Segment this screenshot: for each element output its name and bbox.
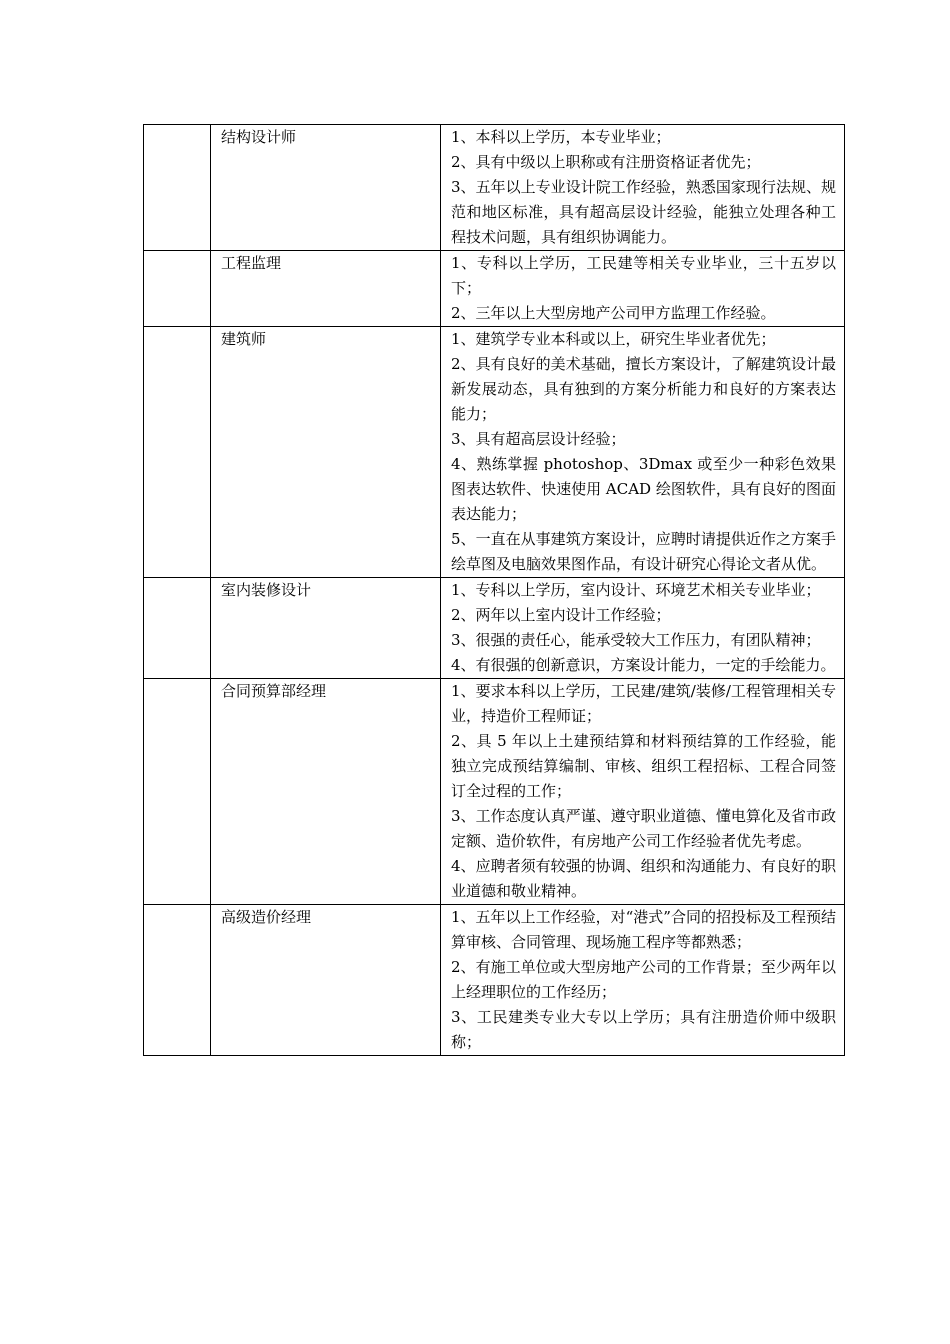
position-title: 高级造价经理	[221, 908, 312, 926]
requirement-item: 4、应聘者须有较强的协调、组织和沟通能力、有良好的职业道德和敬业精神。	[451, 857, 836, 900]
blank-cell	[144, 679, 211, 905]
requirements-list	[441, 125, 844, 250]
requirement-item: 1、本科以上学历，本专业毕业；	[451, 128, 671, 146]
requirements-list	[441, 679, 844, 904]
table-row	[144, 125, 845, 251]
requirements-cell	[441, 679, 845, 905]
position-cell	[211, 578, 441, 679]
position-title: 合同预算部经理	[221, 682, 327, 700]
position-title: 室内装修设计	[221, 581, 312, 599]
requirement-item: 1、五年以上工作经验，对“港式”合同的招投标及工程预结算审核、合同管理、现场施工程序等都熟悉；	[451, 908, 836, 951]
blank-cell	[144, 905, 211, 1056]
blank-cell	[144, 251, 211, 327]
requirements-list	[441, 251, 844, 326]
position-cell	[211, 251, 441, 327]
requirement-item: 3、很强的责任心，能承受较大工作压力，有团队精神；	[451, 631, 821, 649]
position-title: 结构设计师	[221, 128, 297, 146]
position-cell	[211, 125, 441, 251]
table-row	[144, 251, 845, 327]
blank-cell	[144, 327, 211, 578]
table-row	[144, 327, 845, 578]
requirement-item: 1、要求本科以上学历，工民建/建筑/装修/工程管理相关专业，持造价工程师证；	[451, 682, 836, 725]
requirement-item: 4、熟练掌握 photoshop、3Dmax 或至少一种彩色效果图表达软件、快速使用 ACAD 绘图软件，具有良好的图面表达能力；	[451, 455, 836, 523]
requirement-item: 2、具有良好的美术基础，擅长方案设计，了解建筑设计最新发展动态，具有独到的方案分析能力和良好的方案表达能力；	[451, 355, 836, 423]
requirements-list	[441, 578, 844, 678]
blank-cell	[144, 578, 211, 679]
position-cell	[211, 327, 441, 578]
position-title: 工程监理	[221, 254, 282, 272]
table-row	[144, 679, 845, 905]
requirements-cell	[441, 251, 845, 327]
requirements-cell	[441, 125, 845, 251]
table-body	[144, 125, 845, 1056]
requirement-item: 4、有很强的创新意识，方案设计能力，一定的手绘能力。	[451, 656, 836, 674]
job-requirements-table	[143, 124, 845, 1056]
table-row	[144, 905, 845, 1056]
requirements-list	[441, 905, 844, 1055]
requirement-item: 3、工作态度认真严谨、遵守职业道德、懂电算化及省市政定额、造价软件，有房地产公司工作经验者优先考虑。	[451, 807, 836, 850]
requirements-cell	[441, 905, 845, 1056]
requirements-cell	[441, 578, 845, 679]
requirement-item: 3、工民建类专业大专以上学历；具有注册造价师中级职称；	[451, 1008, 836, 1051]
requirement-item: 5、一直在从事建筑方案设计，应聘时请提供近作之方案手绘草图及电脑效果图作品，有设计研究心得论文者从优。	[451, 530, 836, 573]
requirement-item: 2、具 5 年以上土建预结算和材料预结算的工作经验，能独立完成预结算编制、审核、组织工程招标、工程合同签订全过程的工作；	[451, 732, 836, 800]
requirement-item: 2、具有中级以上职称或有注册资格证者优先；	[451, 153, 761, 171]
position-cell	[211, 679, 441, 905]
requirement-item: 1、建筑学专业本科或以上，研究生毕业者优先；	[451, 330, 776, 348]
blank-cell	[144, 125, 211, 251]
table-row	[144, 578, 845, 679]
position-cell	[211, 905, 441, 1056]
requirement-item: 1、专科以上学历，工民建等相关专业毕业，三十五岁以下；	[451, 254, 836, 297]
requirement-item: 2、三年以上大型房地产公司甲方监理工作经验。	[451, 304, 776, 322]
requirement-item: 3、具有超高层设计经验；	[451, 430, 626, 448]
requirement-item: 1、专科以上学历，室内设计、环境艺术相关专业毕业；	[451, 581, 821, 599]
requirement-item: 3、五年以上专业设计院工作经验，熟悉国家现行法规、规范和地区标准，具有超高层设计经验，能独立处理各种工程技术问题，具有组织协调能力。	[451, 178, 836, 246]
requirement-item: 2、有施工单位或大型房地产公司的工作背景；至少两年以上经理职位的工作经历；	[451, 958, 836, 1001]
position-title: 建筑师	[221, 330, 267, 348]
requirements-cell	[441, 327, 845, 578]
requirement-item: 2、两年以上室内设计工作经验；	[451, 606, 671, 624]
requirements-list	[441, 327, 844, 577]
